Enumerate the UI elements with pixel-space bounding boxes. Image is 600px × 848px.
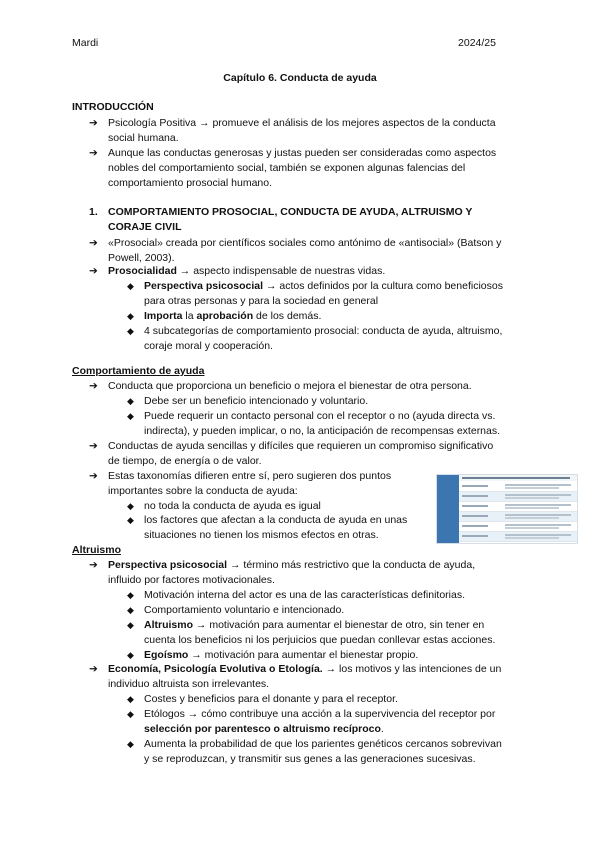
arrow-bullet-icon: ➔: [89, 663, 98, 675]
conducta-sub-3-text: no toda la conducta de ayuda es igual: [144, 500, 321, 512]
altruismo-item-1-text: → término más restrictivo que la conducta de ayuda,: [227, 559, 476, 571]
section-1-sub-3-line-2: coraje moral y cooperación.: [144, 340, 273, 352]
diamond-bullet-icon: ◆: [127, 709, 134, 719]
table-image-row: [459, 492, 577, 502]
conducta-sub-4-line-1: los factores que afectan a la conducta de ayuda en unas: [144, 514, 408, 526]
diamond-bullet-icon: ◆: [127, 311, 134, 321]
intro-item-2-line-3: comportamiento prosocial humano.: [108, 177, 273, 189]
table-image-row: [459, 502, 577, 512]
diamond-bullet-icon: ◆: [127, 620, 134, 630]
diamond-bullet-icon: ◆: [127, 411, 134, 421]
intro-item-2-line-2: nobles del comportamiento social, también se exponen algunas falencias del: [108, 162, 466, 174]
table-image-header: [459, 475, 577, 481]
conducta-heading: Comportamiento de ayuda: [72, 365, 205, 377]
altruismo-sub-5-text: Costes y beneficios para el donante y para el receptor.: [144, 693, 398, 705]
diamond-bullet-icon: ◆: [127, 694, 134, 704]
diamond-bullet-icon: ◆: [127, 326, 134, 336]
conducta-item-1-text: Conducta que proporciona un beneficio o mejora el bienestar de otra persona.: [108, 380, 472, 392]
aprobacion-term: aprobación: [196, 310, 254, 322]
arrow-bullet-icon: ➔: [89, 237, 98, 249]
section-1-sub-2-text: de los demás.: [253, 310, 322, 322]
intro-item-1-line-2: social humana.: [108, 132, 179, 144]
prosocialidad-definition: → aspecto indispensable de nuestras vidas.: [176, 265, 386, 277]
header-left: Mardi: [72, 37, 99, 49]
section-1-item-1-line-2: Powell, 2003).: [108, 252, 175, 264]
chapter-title: Capítulo 6. Conducta de ayuda: [223, 72, 377, 84]
diamond-bullet-icon: ◆: [127, 650, 134, 660]
seleccion-parentesco-term: selección por parentesco o altruismo recíproco: [144, 723, 381, 735]
arrow-bullet-icon: ➔: [89, 470, 98, 482]
prosocialidad-term: Prosocialidad: [108, 265, 177, 277]
arrow-bullet-icon: ➔: [89, 440, 98, 452]
helping-taxonomy-table-image: [436, 474, 578, 544]
conducta-sub-1-text: Debe ser un beneficio intencionado y voluntario.: [144, 395, 369, 407]
altruismo-item-2-line-2: individuo altruista son irrelevantes.: [108, 678, 270, 690]
altruismo-heading: Altruismo: [72, 544, 122, 556]
importa-term: Importa: [144, 310, 183, 322]
table-image-row: [459, 512, 577, 522]
table-image-side-column: [437, 475, 459, 543]
altruismo-sub-7-line-2: y se reproduzcan, y transmitir sus genes a las generaciones sucesivas.: [144, 753, 476, 765]
conducta-item-3-line-2: importantes sobre la conducta de ayuda:: [108, 485, 298, 497]
altruismo-sub-3-text: → motivación para aumentar el bienestar de otro, sin tener en: [193, 619, 485, 631]
conducta-sub-4-line-2: situaciones no tienen los mismos efectos en otras.: [144, 529, 379, 541]
table-image-row: [459, 522, 577, 532]
section-1-item-1-line-1: «Prosocial» creada por científicos sociales como antónimo de «antisocial» (Batson y: [108, 237, 502, 249]
diamond-bullet-icon: ◆: [127, 590, 134, 600]
table-image-row: [459, 532, 577, 542]
altruismo-sub-7-line-1: Aumenta la probabilidad de que los parientes genéticos cercanos sobrevivan: [144, 738, 502, 750]
perspectiva-psicosocial-term: Perspectiva psicosocial: [144, 280, 264, 292]
section-1-heading-line-1: COMPORTAMIENTO PROSOCIAL, CONDUCTA DE AYUDA, ALTRUISMO Y: [108, 206, 473, 218]
section-1-sub-1-line-2: para otras personas y para la sociedad en general: [144, 295, 379, 307]
altruismo-sub-3-line-2: cuenta los beneficios ni los perjuicios que puedan conllevar estas acciones.: [144, 634, 496, 646]
disciplines-term: Economía, Psicología Evolutiva o Etología.: [108, 663, 323, 675]
altruismo-item-1-line-2: influido por factores motivacionales.: [108, 574, 275, 586]
altruismo-perspectiva-term: Perspectiva psicosocial: [108, 559, 228, 571]
arrow-bullet-icon: ➔: [89, 559, 98, 571]
header-right: 2024/25: [458, 37, 496, 49]
conducta-sub-2-line-2: indirecta), y pueden implicar, o no, la anticipación de recompensas externas.: [144, 425, 501, 437]
section-1-sub-2-mid: la: [182, 310, 197, 322]
diamond-bullet-icon: ◆: [127, 605, 134, 615]
section-1-sub-1-text: → actos definidos por la cultura como beneficiosos: [263, 280, 503, 292]
conducta-sub-2-line-1: Puede requerir un contacto personal con el receptor o no (ayuda directa vs.: [144, 410, 496, 422]
altruismo-sub-2-text: Comportamiento voluntario e intencionado.: [144, 604, 345, 616]
conducta-item-3-line-1: Estas taxonomías difieren entre sí, pero sugieren dos puntos: [108, 470, 392, 482]
conducta-item-2-line-2: de tiempo, de energía o de valor.: [108, 455, 262, 467]
altruismo-item-2-text: → los motivos y las intenciones de un: [322, 663, 502, 675]
section-1-number: 1.: [89, 206, 98, 218]
diamond-bullet-icon: ◆: [127, 281, 134, 291]
section-1-sub-3-line-1: 4 subcategorías de comportamiento prosocial: conducta de ayuda, altruismo,: [144, 325, 503, 337]
diamond-bullet-icon: ◆: [127, 515, 134, 525]
diamond-bullet-icon: ◆: [127, 396, 134, 406]
diamond-bullet-icon: ◆: [127, 501, 134, 511]
arrow-bullet-icon: ➔: [89, 147, 98, 159]
intro-heading: INTRODUCCIÓN: [72, 101, 154, 113]
conducta-item-2-line-1: Conductas de ayuda sencillas y difíciles que requieren un compromiso significativo: [108, 440, 494, 452]
intro-item-2-line-1: Aunque las conductas generosas y justas pueden ser consideradas como aspectos: [108, 147, 497, 159]
intro-item-1-line-1: Psicología Positiva → promueve el análisis de los mejores aspectos de la conducta: [108, 117, 496, 129]
section-1-heading-line-2: CORAJE CIVIL: [108, 221, 182, 233]
altruismo-sub-4-text: → motivación para aumentar el bienestar propio.: [188, 649, 419, 661]
arrow-bullet-icon: ➔: [89, 380, 98, 392]
altruismo-sub-1-text: Motivación interna del actor es una de las características definitorias.: [144, 589, 465, 601]
altruismo-term: Altruismo: [144, 619, 194, 631]
arrow-bullet-icon: ➔: [89, 117, 98, 129]
arrow-bullet-icon: ➔: [89, 265, 98, 277]
diamond-bullet-icon: ◆: [127, 739, 134, 749]
altruismo-sub-6-end: .: [380, 723, 384, 735]
egoismo-term: Egoísmo: [144, 649, 189, 661]
altruismo-sub-6-line-1: Etólogos → cómo contribuye una acción a la supervivencia del receptor por: [144, 708, 496, 720]
table-image-row: [459, 482, 577, 492]
